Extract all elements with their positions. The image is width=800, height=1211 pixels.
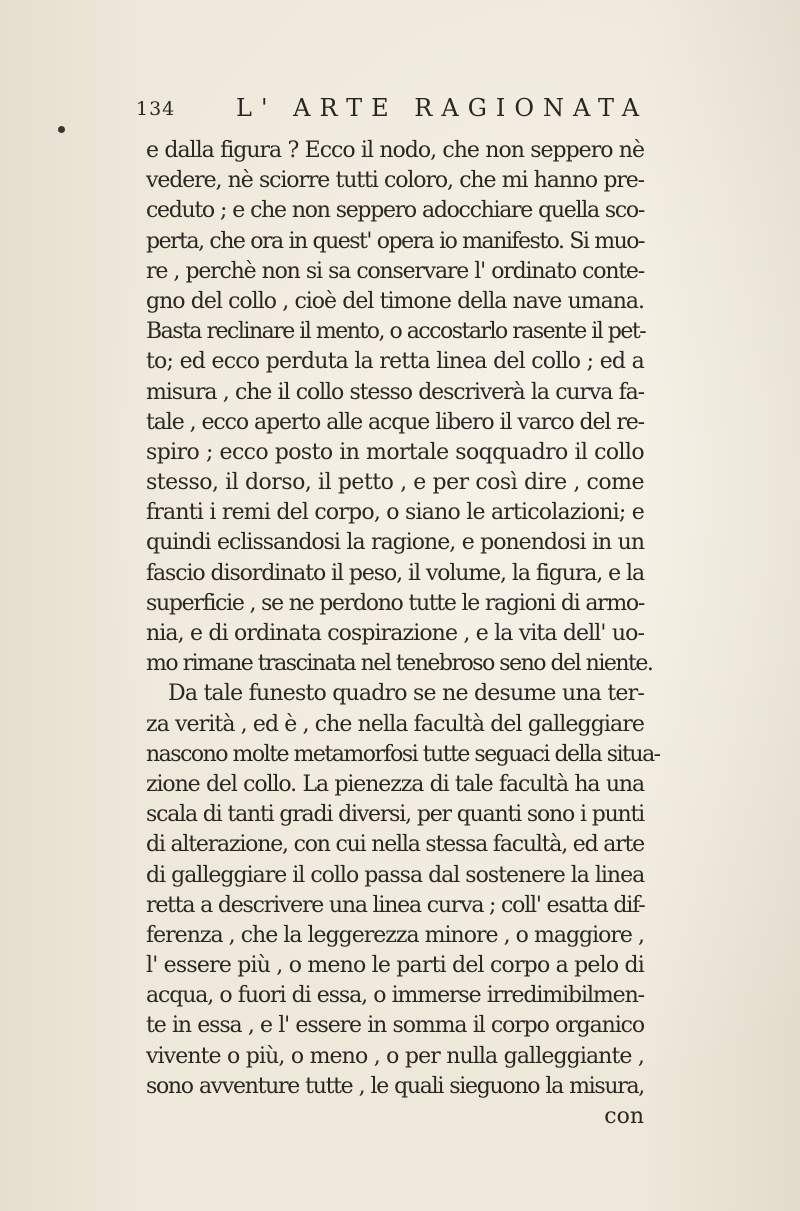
text-line: to; ed ecco perduta la retta linea del collo ; ed a bbox=[146, 349, 644, 375]
text-line: fascio disordinato il peso, il volume, la figura, e la bbox=[146, 560, 644, 586]
text-line: stesso, il dorso, il petto , e per così dire , come bbox=[146, 470, 644, 496]
text-line: vivente o più, o meno , o per nulla galleggiante , bbox=[146, 1043, 644, 1069]
text-line: retta a descrivere una linea curva ; coll' esatta dif- bbox=[146, 892, 645, 918]
text-line: Da tale funesto quadro se ne desume una ter- bbox=[168, 681, 644, 707]
ink-spot bbox=[58, 126, 65, 133]
text-line: l' essere più , o meno le parti del corpo a pelo di bbox=[146, 953, 644, 979]
text-line: nia, e di ordinata cospirazione , e la vita dell' uo- bbox=[146, 621, 644, 646]
text-line: scala di tanti gradi diversi, per quanti sono i punti bbox=[146, 802, 644, 828]
text-line: ferenza , che la leggerezza minore , o maggiore , bbox=[146, 922, 644, 948]
text-line: franti i remi del corpo, o siano le articolazioni; e bbox=[146, 500, 644, 526]
text-line: misura , che il collo stesso descriverà la curva fa- bbox=[146, 379, 644, 405]
text-line: ceduto ; e che non seppero adocchiare quella sco- bbox=[146, 198, 644, 224]
catchword: con bbox=[604, 1104, 644, 1129]
text-line: quindi eclissandosi la ragione, e ponendosi in un bbox=[146, 530, 644, 556]
text-line: vedere, nè sciorre tutti coloro, che mi hanno pre- bbox=[146, 168, 644, 194]
text-line: nascono molte metamorfosi tutte seguaci della situa- bbox=[146, 741, 660, 767]
text-line: e dalla figura ? Ecco il nodo, che non seppero nè bbox=[146, 138, 644, 163]
text-line: Basta reclinare il mento, o accostarlo rasente il pet- bbox=[146, 319, 646, 345]
text-line: sono avventure tutte , le quali sieguono la misura, bbox=[146, 1073, 644, 1099]
body-text bbox=[146, 136, 660, 1132]
text-line: superficie , se ne perdono tutte le ragioni di armo- bbox=[146, 590, 644, 616]
text-line: te in essa , e l' essere in somma il corpo organico bbox=[146, 1013, 644, 1039]
running-title: L' ARTE RAGIONATA bbox=[236, 94, 649, 122]
text-line: za verità , ed è , che nella facultà del galleggiare bbox=[146, 711, 644, 737]
text-line: re , perchè non si sa conservare l' ordinato conte- bbox=[146, 258, 644, 284]
text-line: di alterazione, con cui nella stessa facultà, ed arte bbox=[146, 832, 644, 858]
text-line: mo rimane trascinata nel tenebroso seno del niente. bbox=[146, 651, 653, 677]
text-line: acqua, o fuori di essa, o immerse irredimibilmen- bbox=[146, 983, 644, 1009]
text-line: di galleggiare il collo passa dal sostenere la linea bbox=[146, 862, 645, 888]
page-number: 134 bbox=[136, 98, 176, 120]
text-line: perta, che ora in quest' opera io manifesto. Si muo- bbox=[146, 228, 644, 254]
text-line: tale , ecco aperto alle acque libero il varco del re- bbox=[146, 409, 644, 435]
text-line: zione del collo. La pienezza di tale facultà ha una bbox=[146, 771, 644, 797]
text-line: spiro ; ecco posto in mortale soqquadro il collo bbox=[146, 439, 644, 465]
text-line: gno del collo , cioè del timone della nave umana. bbox=[146, 288, 644, 314]
page-header bbox=[136, 94, 649, 128]
